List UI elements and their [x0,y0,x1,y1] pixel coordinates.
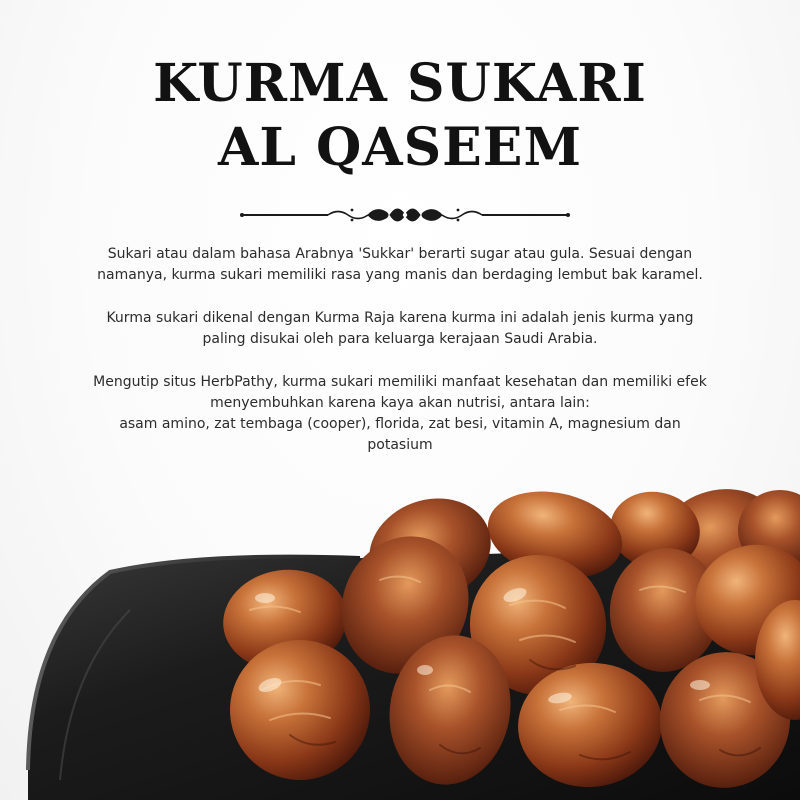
title-line-1: KURMA SUKARI [153,53,647,114]
paragraph-royal: Kurma sukari dikenal dengan Kurma Raja karena kurma ini adalah jenis kurma yang paling disukai oleh para keluarga kerajaan Saudi Arabia. [106,310,694,347]
nutrient-list: asam amino, zat tembaga (cooper), florida, zat besi, vitamin A, magnesium dan potasium [119,416,681,453]
paragraph-benefits [90,372,710,456]
dates-on-plate-photo [0,480,800,800]
title-line-2: AL QASEEM [217,117,583,178]
description [90,244,710,456]
benefits-intro: Mengutip situs HerbPathy, kurma sukari memiliki manfaat kesehatan dan memiliki efek menyembuhkan karena kaya akan nutrisi, antara lain: [93,374,707,411]
ornamental-divider-icon [240,204,570,226]
page-title [0,52,800,180]
paragraph-meaning: Sukari atau dalam bahasa Arabnya 'Sukkar' berarti sugar atau gula. Sesuai dengan namanya, kurma sukari memiliki rasa yang manis dan berdaging lembut bak karamel. [97,246,703,283]
